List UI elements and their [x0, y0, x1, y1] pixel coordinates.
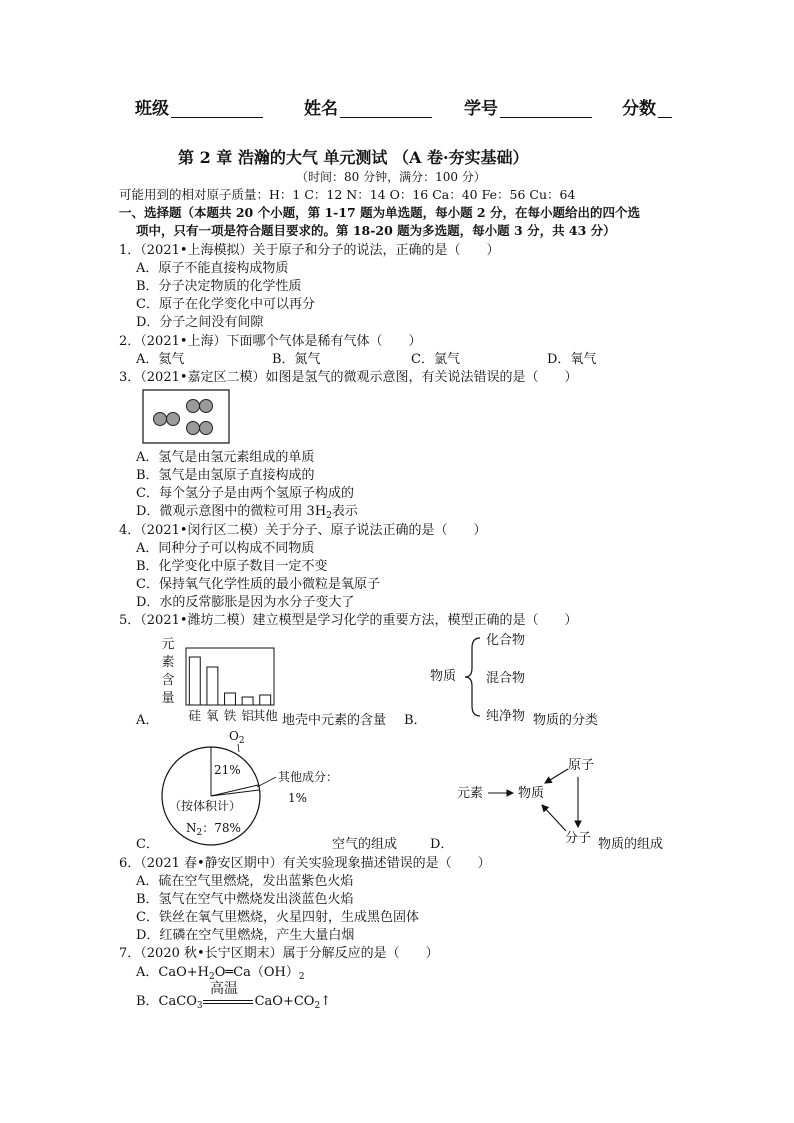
arrow-atom-to-matter-icon [545, 769, 568, 783]
diagram-d-molecule: 分子 [565, 831, 592, 846]
q3-option-b[interactable]: B．氢气是由氢原子直接构成的 [136, 468, 315, 483]
bar-氧 [207, 667, 218, 705]
name-label: 姓名 [304, 99, 338, 119]
atom-circle [187, 422, 200, 435]
q6-option-d[interactable]: D．红磷在空气里燃烧，产生大量白烟 [136, 928, 355, 943]
student-id-blank[interactable] [500, 101, 592, 118]
q1-stem: 1．（2021•上海模拟）关于原子和分子的说法，正确的是（ ） [119, 243, 500, 258]
bar-ylabel-char: 素 [161, 655, 175, 670]
n2-percent: ：78% [202, 821, 241, 835]
n2-text: N [186, 821, 197, 835]
q5-option-b-letter[interactable]: B． [404, 713, 427, 728]
arrow-molecule-to-matter-icon [542, 805, 566, 831]
q4-option-c[interactable]: C．保持氧气化学性质的最小微粒是氧原子 [136, 577, 380, 592]
bar-category-label: 其他 [252, 708, 278, 723]
q4-option-d[interactable]: D．水的反常膨胀是因为水分子变大了 [136, 595, 355, 610]
bar-ylabel-char: 元 [161, 637, 175, 652]
bar-其他 [260, 695, 271, 705]
q7-option-a[interactable] [136, 966, 305, 982]
q5-option-c-caption: 空气的组成 [332, 837, 398, 852]
q7-a-subscript: 2 [208, 972, 215, 982]
diagram-d-matter: 物质 [518, 786, 545, 801]
q5-option-b-caption: 物质的分类 [533, 713, 599, 728]
pie-other-percent: 1% [288, 791, 308, 805]
page-title: 第 2 章 浩瀚的大气 单元测试 （A 卷·夯实基础） [178, 148, 529, 167]
bar-category-label: 铝 [241, 708, 254, 723]
diagram-b-item: 纯净物 [486, 709, 526, 724]
q3-d-text: D．微观示意图中的微粒可用 3H [136, 504, 327, 519]
pie-n2-label [186, 822, 241, 838]
q7-b-reactant: B．CaCO [136, 994, 197, 1009]
class-field [135, 101, 263, 118]
page-subtitle: （时间：80 分钟，满分：100 分） [296, 170, 486, 184]
crust-element-bar-chart [158, 636, 280, 728]
q2-option-b[interactable]: B．氮气 [272, 352, 321, 367]
q1-option-c[interactable]: C．原子在化学变化中可以再分 [136, 297, 315, 312]
q7-a-subscript2: 2 [298, 972, 305, 982]
q2-option-d[interactable]: D．氧气 [547, 352, 597, 367]
student-id-field [464, 101, 592, 118]
atom-circle [200, 400, 213, 413]
atom-circle [187, 400, 200, 413]
q2-option-a[interactable]: A．氦气 [136, 352, 185, 367]
bar-铁 [225, 693, 236, 705]
q7-b-subscript2: 2 [314, 1001, 321, 1011]
q3-d-subscript: 2 [326, 511, 332, 521]
q7-b-gas-arrow: ↑ [320, 994, 332, 1009]
bar-ylabel-char: 含 [161, 673, 175, 688]
q1-option-a[interactable]: A．原子不能直接构成物质 [136, 261, 289, 276]
q5-option-c-letter[interactable]: C． [136, 837, 159, 852]
q7-b-products: CaO+CO [254, 994, 315, 1009]
atom-circle [167, 413, 180, 426]
bar-ylabel-char: 量 [161, 691, 175, 706]
q5-option-d-letter[interactable]: D． [430, 837, 454, 852]
q3-option-d[interactable] [136, 505, 358, 521]
diagram-b-item: 化合物 [486, 633, 526, 648]
bar-category-label: 硅 [188, 708, 202, 723]
o2-subscript: 2 [238, 736, 245, 746]
diagram-d-atom: 原子 [568, 758, 595, 773]
pie-other-label: 其他成分： [278, 770, 339, 784]
brace-icon [462, 634, 484, 720]
bar-硅 [189, 657, 200, 705]
hydrogen-molecule-diagram [142, 389, 232, 445]
diagram-b-root: 物质 [430, 669, 457, 684]
q3-d-suffix: 表示 [331, 504, 358, 519]
bar-category-label: 氧 [206, 708, 219, 723]
q3-option-c[interactable]: C．每个氢分子是由两个氢原子构成的 [136, 486, 354, 501]
q6-option-c[interactable]: C．铁丝在氧气里燃烧，火星四射，生成黑色固体 [136, 910, 419, 925]
bar-category-label: 铁 [223, 708, 237, 723]
pie-basis-label: （按体积计） [169, 799, 242, 813]
diagram-d-element: 元素 [457, 786, 484, 801]
q7-a-text2: O═Ca（OH） [214, 965, 299, 980]
diagram-b-item: 混合物 [486, 671, 526, 686]
q7-b-equation-line [203, 1000, 253, 1001]
pie-o2-label [229, 730, 245, 746]
section-heading-line1: 一、选择题（本题共 20 个小题，第 1-17 题为单选题，每小题 2 分，在每小题给出的四个选 [119, 205, 640, 220]
q1-option-d[interactable]: D．分子之间没有间隙 [136, 315, 264, 330]
q7-a-text: A．CaO+H [136, 965, 209, 980]
bar-铝 [242, 697, 253, 705]
o2-text: O [229, 729, 239, 743]
name-field [304, 101, 432, 118]
q5-option-d-caption: 物质的组成 [598, 837, 664, 852]
score-blank[interactable] [658, 101, 672, 118]
q6-option-a[interactable]: A．硫在空气里燃烧，发出蓝紫色火焰 [136, 874, 354, 889]
atom-circle [200, 422, 213, 435]
student-id-label: 学号 [464, 99, 498, 119]
q7-stem: 7．（2020 秋•长宁区期末）属于分解反应的是（ ） [119, 946, 439, 961]
atom-circle [154, 413, 167, 426]
class-blank[interactable] [171, 101, 263, 118]
atomic-masses: 可能用到的相对原子质量：H：1 C：12 N：14 O：16 Ca：40 Fe：56 Cu：64 [119, 187, 576, 202]
q2-stem: 2．（2021•上海）下面哪个气体是稀有气体（ ） [119, 334, 422, 349]
pie-o2-percent: 21% [214, 763, 241, 777]
q6-stem: 6．（2021 春•静安区期中）有关实验现象描述错误的是（ ） [119, 856, 491, 871]
q4-option-a[interactable]: A．同种分子可以构成不同物质 [136, 541, 315, 556]
score-label: 分数 [622, 99, 656, 119]
q4-option-b[interactable]: B．化学变化中原子数目一定不变 [136, 559, 328, 574]
q5-option-a-letter[interactable]: A． [136, 713, 159, 728]
q2-option-c[interactable]: C．氯气 [411, 352, 460, 367]
class-label: 班级 [135, 99, 169, 119]
q6-option-b[interactable]: B．氢气在空气中燃烧发出淡蓝色火焰 [136, 892, 354, 907]
name-blank[interactable] [340, 101, 432, 118]
q4-stem: 4．（2021•闵行区二模）关于分子、原子说法正确的是（ ） [119, 523, 487, 538]
composition-arrows [450, 755, 610, 845]
bar-chart-ylabel [161, 637, 174, 706]
q5-stem: 5．（2021•潍坊二模）建立模型是学习化学的重要方法，模型正确的是（ ） [119, 613, 578, 628]
score-field [622, 101, 672, 118]
q7-b-equation-line [203, 1003, 253, 1004]
q3-stem: 3．（2021•嘉定区二模）如图是氢气的微观示意图，有关说法错误的是（ ） [119, 370, 578, 385]
q5-option-a-caption: 地壳中元素的含量 [282, 713, 387, 728]
q7-b-condition: 高温 [210, 981, 238, 997]
n2-subscript: 2 [196, 828, 203, 838]
other-leader-line [257, 777, 276, 787]
section-heading-line2: 项中，只有一项是符合题目要求的。第 18-20 题为多选题，每小题 3 分，共 43 分） [136, 223, 616, 238]
q7-b-subscript: 3 [196, 1001, 203, 1011]
q1-option-b[interactable]: B．分子决定物质的化学性质 [136, 279, 302, 294]
q3-option-a[interactable]: A．氢气是由氢元素组成的单质 [136, 450, 315, 465]
